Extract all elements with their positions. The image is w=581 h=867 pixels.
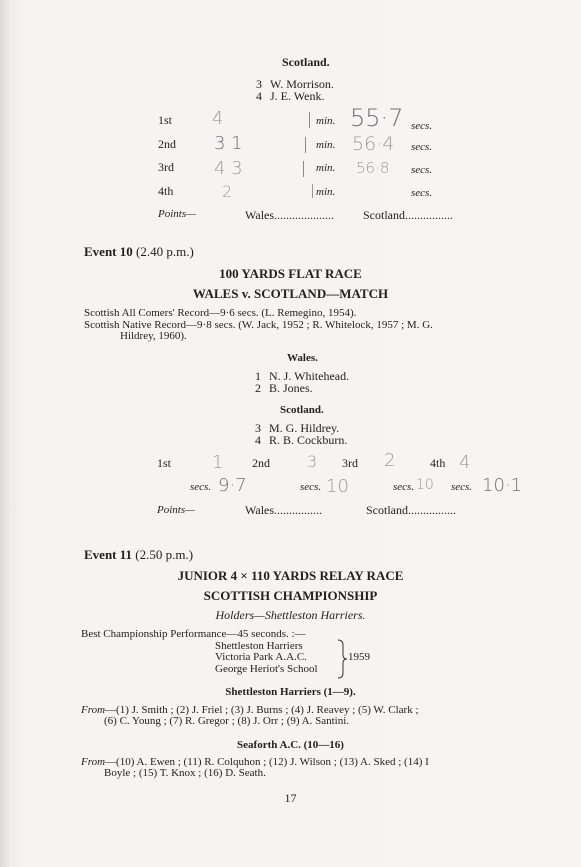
club-heading: Seaforth A.C. (10—16): [237, 739, 344, 751]
event-time: (2.50 p.m.): [135, 547, 194, 562]
runner-number: 3: [256, 77, 262, 91]
min-label: min.: [316, 186, 336, 198]
scotland-points-line: Scotland................: [363, 208, 453, 222]
secs-label: secs.: [393, 481, 415, 493]
runner-number: 3: [255, 421, 261, 435]
place-label: 3rd: [158, 160, 174, 174]
min-label: min.: [316, 115, 336, 127]
club-heading: Shettleston Harriers (1—9).: [225, 686, 356, 698]
entry-text: —(10) A. Ewen ; (11) R. Colquhon ; (12) J. Wilson ; (13) A. Sked ; (14) I: [105, 756, 429, 768]
event-title: 100 YARDS FLAT RACE: [219, 266, 362, 281]
pen-mark: [312, 184, 313, 198]
handwritten-time: 10·1: [482, 475, 523, 496]
record-line: Scottish All Comers' Record—9·6 secs. (L. Remegino, 1954).: [84, 307, 357, 319]
secs-label: secs.: [411, 120, 433, 132]
secs-label: secs.: [411, 164, 433, 176]
wales-points-line: Wales....................: [245, 208, 335, 222]
best-performance: Best Championship Performance—45 seconds. :—: [81, 628, 306, 640]
handwritten-place: 2: [222, 182, 233, 201]
handwritten-time: 9·7: [218, 475, 247, 496]
pen-mark: [303, 161, 304, 177]
place-label: 2nd: [252, 456, 270, 470]
handwritten-place: 4: [212, 108, 224, 129]
runner-number: 1: [255, 369, 261, 383]
place-label: 3rd: [342, 456, 358, 470]
place-label: 4th: [158, 184, 174, 198]
handwritten-time: 56·4: [352, 133, 395, 155]
runner-name: R. B. Cockburn.: [269, 433, 348, 447]
secs-label: secs.: [300, 481, 322, 493]
event-label: Event: [84, 547, 117, 562]
place-label: 2nd: [158, 137, 176, 151]
place-label: 1st: [157, 456, 172, 470]
scotland-heading: Scotland.: [280, 404, 324, 416]
club-entry-line: Boyle ; (15) T. Knox ; (16) D. Seath.: [104, 767, 266, 779]
record-year: 1959: [348, 651, 370, 663]
handwritten-place: 3 1: [214, 133, 243, 154]
runner-name: W. Morrison.: [270, 77, 334, 91]
handwritten-place: 4: [459, 452, 471, 473]
points-label: Points—: [157, 504, 195, 516]
club-entry-line: (6) C. Young ; (7) R. Gregor ; (8) J. Orr ; (9) A. Santini.: [104, 715, 350, 727]
event-time: (2.40 p.m.): [136, 244, 194, 259]
wales-heading: Wales.: [287, 352, 318, 364]
event-heading: [84, 547, 193, 563]
handwritten-place: 4 3: [214, 158, 243, 179]
handwritten-place: 1: [212, 452, 224, 473]
event-subtitle: WALES v. SCOTLAND—MATCH: [192, 286, 389, 301]
wales-points-line: Wales................: [245, 503, 323, 517]
holders-line: Holders—Shettleston Harriers.: [215, 608, 366, 622]
runner-name: J. E. Wenk.: [270, 89, 325, 103]
scotland-heading: Scotland.: [282, 55, 330, 69]
secs-label: secs.: [411, 187, 433, 199]
event-label: Event: [84, 244, 117, 259]
scotland-points-line: Scotland................: [366, 503, 456, 517]
min-label: min.: [316, 139, 336, 151]
page-number: 17: [284, 791, 297, 805]
record-line: Hildrey, 1960).: [120, 330, 187, 342]
handwritten-time: 55·7: [350, 104, 404, 132]
secs-label: secs.: [451, 481, 473, 493]
min-label: min.: [316, 162, 336, 174]
handwritten-time: 10: [416, 477, 434, 493]
from-label: From: [81, 704, 106, 716]
from-label: From: [81, 756, 106, 768]
runner-number: 4: [255, 433, 261, 447]
event-number: 10: [119, 244, 133, 259]
pen-mark: [305, 137, 306, 153]
secs-label: secs.: [411, 141, 433, 153]
handwritten-time: 10: [326, 476, 349, 497]
handwritten-time: 56·8: [356, 159, 390, 177]
event-number: 11: [119, 547, 133, 562]
record-line: Scottish Native Record—9·8 secs. (W. Jack, 1952 ; R. Whitelock, 1957 ; M. G.: [84, 319, 433, 331]
pen-mark: [309, 112, 310, 128]
runner-number: 4: [256, 89, 262, 103]
runner-name: M. G. Hildrey.: [269, 421, 340, 435]
event-subtitle: SCOTTISH CHAMPIONSHIP: [203, 588, 378, 603]
runner-name: N. J. Whitehead.: [269, 369, 350, 383]
handwritten-place: 3: [307, 452, 318, 471]
secs-label: secs.: [190, 481, 212, 493]
event-heading: [84, 244, 194, 260]
entry-text: —(1) J. Smith ; (2) J. Friel ; (3) J. Burns ; (4) J. Reavey ; (5) W. Clark ;: [105, 704, 419, 716]
event-title: JUNIOR 4 × 110 YARDS RELAY RACE: [177, 568, 404, 583]
place-label: 1st: [158, 113, 173, 127]
runner-name: B. Jones.: [269, 381, 313, 395]
handwritten-place: 2: [384, 450, 396, 471]
runner-number: 2: [255, 381, 261, 395]
place-label: 4th: [430, 456, 446, 470]
record-team: Victoria Park A.A.C.: [215, 651, 307, 663]
points-label: Points—: [158, 208, 196, 220]
record-team: Shettleston Harriers: [215, 640, 303, 652]
record-team: George Heriot's School: [215, 663, 318, 675]
